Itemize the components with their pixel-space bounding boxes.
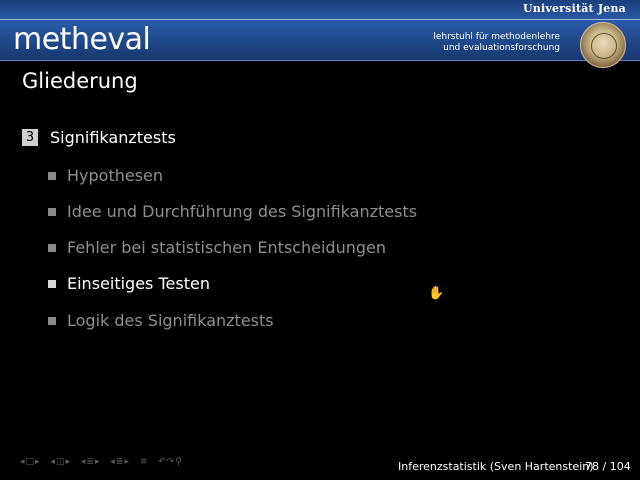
section-label: Signifikanztests xyxy=(50,128,176,147)
seal-inner-ring xyxy=(591,33,617,59)
outline-subsection-item[interactable] xyxy=(48,202,417,221)
square-bullet-icon xyxy=(48,244,56,252)
chair-subtitle xyxy=(433,32,560,54)
nav-outline-icon[interactable]: ≡ xyxy=(139,457,149,467)
subsection-label: Hypothesen xyxy=(67,166,164,185)
navigation-symbols xyxy=(20,457,189,467)
header-divider xyxy=(0,19,640,20)
nav-frame-prev-icon[interactable]: ◂□▸ xyxy=(20,457,41,467)
university-seal-icon xyxy=(580,22,626,68)
footer-presentation-title: Inferenzstatistik (Sven Hartenstein) xyxy=(398,460,594,473)
university-label: Universität Jena xyxy=(523,2,626,15)
nav-section-icon[interactable]: ◂≣▸ xyxy=(80,457,101,467)
square-bullet-icon xyxy=(48,172,56,180)
subsection-label: Idee und Durchführung des Signifikanztests xyxy=(67,202,418,221)
outline-subsection-item-active[interactable] xyxy=(48,274,210,293)
nav-search-icon[interactable]: ↶↷⚲ xyxy=(158,457,183,467)
nav-subsection-icon[interactable]: ◂◫▸ xyxy=(50,457,71,467)
subsection-label: Einseitiges Testen xyxy=(67,274,210,293)
nav-subsection-list-icon[interactable]: ◂≣▸ xyxy=(110,457,130,467)
outline-subsection-item[interactable] xyxy=(48,166,163,185)
square-bullet-icon xyxy=(48,317,56,325)
header-bar xyxy=(0,0,640,61)
outline-subsection-item[interactable] xyxy=(48,238,386,257)
square-bullet-icon xyxy=(48,280,56,288)
footer-page-number: 78 / 104 xyxy=(585,460,631,473)
chair-subtitle-line1: lehrstuhl für methodenlehre xyxy=(433,32,560,42)
outline-section[interactable] xyxy=(22,128,176,147)
subsection-label: Logik des Signifikanztests xyxy=(67,311,274,330)
subsection-label: Fehler bei statistischen Entscheidungen xyxy=(67,238,386,257)
square-bullet-icon xyxy=(48,208,56,216)
hand-pointer-icon: ✋ xyxy=(428,286,445,301)
chair-subtitle-line2: und evaluationsforschung xyxy=(443,43,560,53)
slide-title: Gliederung xyxy=(22,69,138,93)
section-number-badge: 3 xyxy=(22,129,38,146)
outline-subsection-item[interactable] xyxy=(48,311,274,330)
brand-logo-text: metheval xyxy=(13,22,151,57)
